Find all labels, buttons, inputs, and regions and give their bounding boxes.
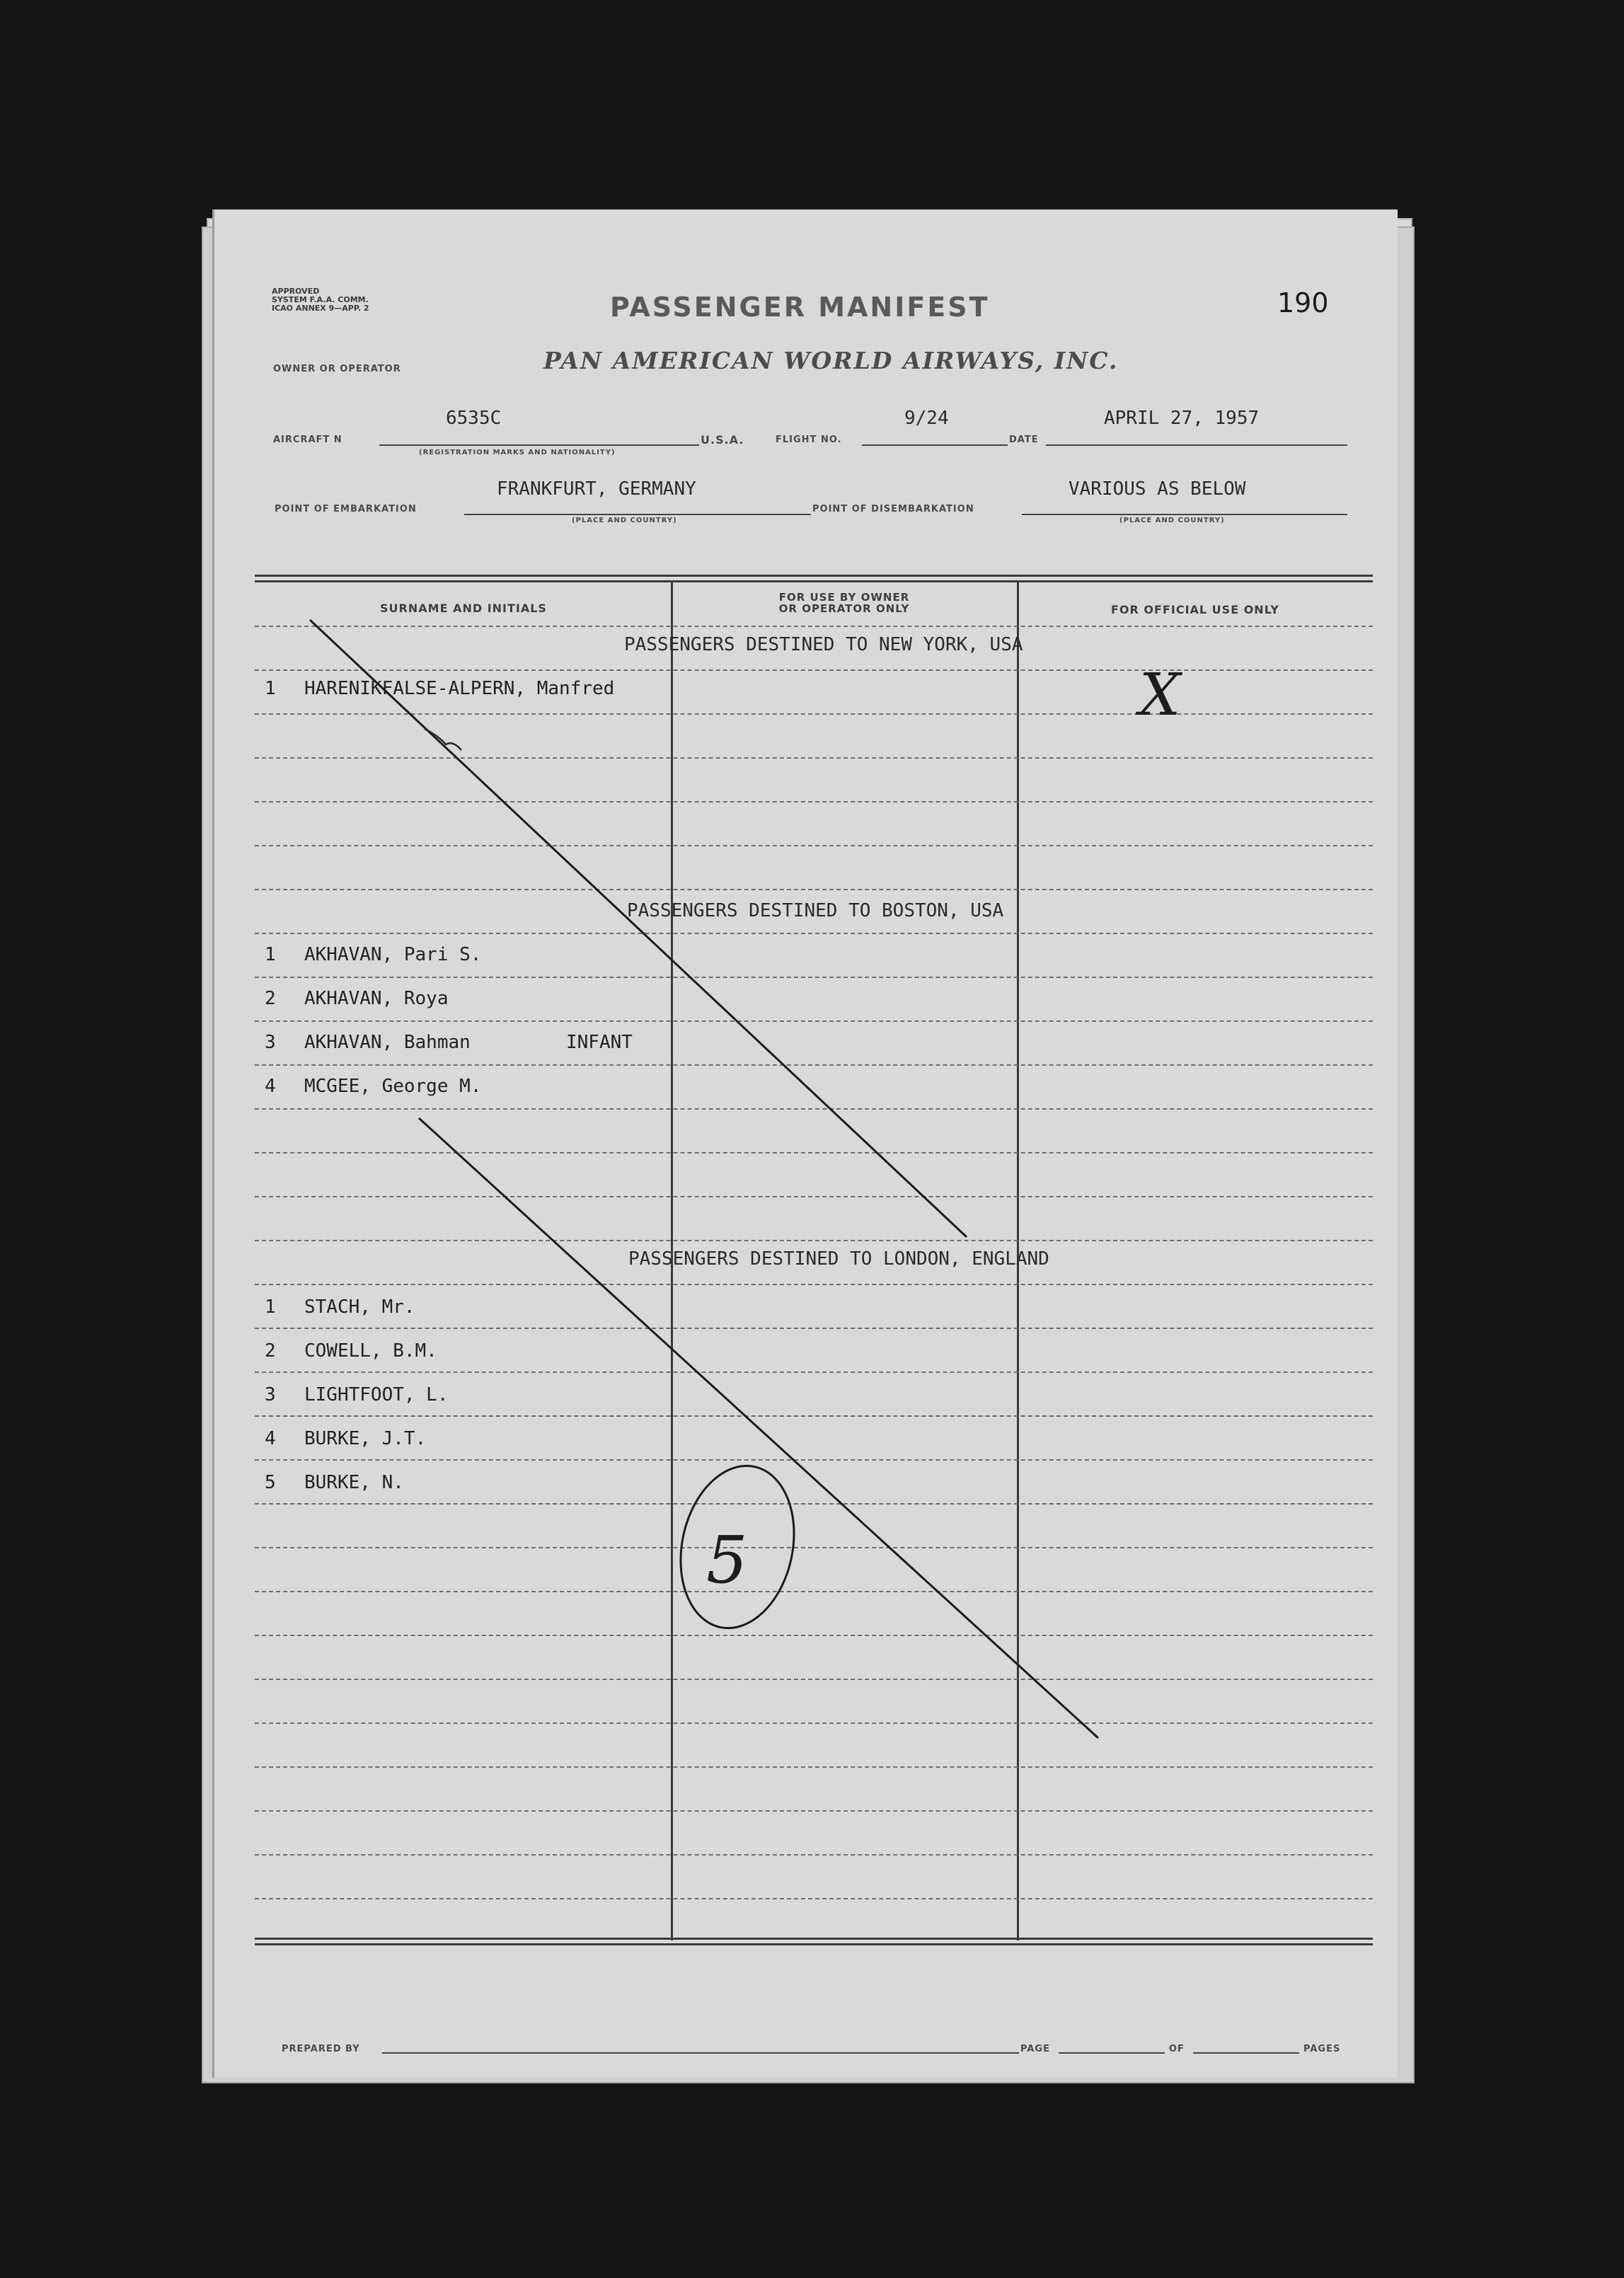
disembarkation-sublabel: (PLACE AND COUNTRY) [1119, 517, 1225, 524]
passenger-number: 4 [265, 1428, 276, 1449]
passenger-name: STACH, Mr. [304, 1296, 415, 1318]
approval-line: APPROVED [272, 287, 320, 296]
approval-line: ICAO ANNEX 9—APP. 2 [272, 304, 369, 313]
section-heading-london: PASSENGERS DESTINED TO LONDON, ENGLAND [628, 1248, 1049, 1270]
embarkation-sublabel: (PLACE AND COUNTRY) [572, 517, 677, 524]
passenger-number: 2 [265, 1340, 276, 1362]
prepared-by-label: PREPARED BY [282, 2044, 360, 2054]
passenger-number: 3 [265, 1032, 276, 1053]
passenger-name: AKHAVAN, Pari S. [304, 944, 482, 965]
page-title: PASSENGER MANIFEST [610, 292, 990, 323]
passenger-name: AKHAVAN, Roya [304, 988, 449, 1009]
passenger-note: INFANT [566, 1032, 633, 1053]
passenger-number: 1 [265, 678, 276, 699]
passenger-number: 4 [265, 1076, 276, 1097]
embarkation-value: FRANKFURT, GERMANY [497, 478, 696, 500]
owner-label: OWNER OR OPERATOR [273, 364, 401, 374]
passenger-name: HARENIKFALSE-ALPERN, Manfred [304, 678, 615, 699]
strike-line [310, 620, 967, 1237]
approval-line: SYSTEM F.A.A. COMM. [272, 295, 369, 304]
usa-label: U.S.A. [701, 433, 744, 447]
passenger-number: 1 [265, 944, 276, 965]
passenger-number: 5 [265, 1472, 276, 1493]
airline-name: PAN AMERICAN WORLD AIRWAYS, INC. [543, 347, 1119, 374]
passenger-name: BURKE, N. [304, 1472, 404, 1493]
passenger-name: LIGHTFOOT, L. [304, 1384, 449, 1405]
page-line [1059, 2052, 1165, 2054]
circled-count: 5 [706, 1522, 748, 1598]
page-number: 190 [1277, 287, 1329, 318]
prepared-by-line [382, 2052, 1019, 2054]
owner-header-line: FOR USE BY OWNER [778, 591, 910, 604]
aircraft-value: 6535C [446, 408, 502, 429]
section-heading-new-york: PASSENGERS DESTINED TO NEW YORK, USA [624, 634, 1023, 655]
aircraft-label: AIRCRAFT N [273, 435, 342, 445]
disembarkation-label: POINT OF DISEMBARKATION [812, 504, 974, 514]
strike-line [419, 1118, 1098, 1738]
embarkation-label: POINT OF EMBARKATION [275, 504, 417, 514]
flight-label: FLIGHT NO. [776, 435, 842, 445]
passenger-name: AKHAVAN, Bahman [304, 1032, 471, 1053]
column-header-official: FOR OFFICIAL USE ONLY [1111, 603, 1279, 616]
page-label: PAGE [1020, 2044, 1050, 2054]
passenger-number: 2 [265, 988, 276, 1009]
pages-line [1193, 2052, 1299, 2054]
owner-header-line: OR OPERATOR ONLY [778, 602, 910, 615]
of-label: OF [1169, 2044, 1185, 2054]
disembarkation-value: VARIOUS AS BELOW [1069, 478, 1246, 500]
passenger-name: COWELL, B.M. [304, 1340, 437, 1362]
flight-value: 9/24 [904, 408, 949, 429]
date-label: DATE [1009, 435, 1039, 445]
aircraft-sublabel: (REGISTRATION MARKS AND NATIONALITY) [419, 449, 616, 456]
passenger-number: 3 [265, 1384, 276, 1405]
date-value: APRIL 27, 1957 [1104, 408, 1260, 429]
official-check-mark: X [1139, 662, 1181, 729]
passenger-name: MCGEE, George M. [304, 1076, 482, 1097]
column-header-name: SURNAME AND INITIALS [380, 602, 547, 615]
passenger-number: 1 [265, 1296, 276, 1318]
passenger-name: BURKE, J.T. [304, 1428, 427, 1449]
initials-scribble [425, 729, 461, 750]
pages-label: PAGES [1303, 2044, 1341, 2054]
section-heading-boston: PASSENGERS DESTINED TO BOSTON, USA [627, 900, 1004, 921]
